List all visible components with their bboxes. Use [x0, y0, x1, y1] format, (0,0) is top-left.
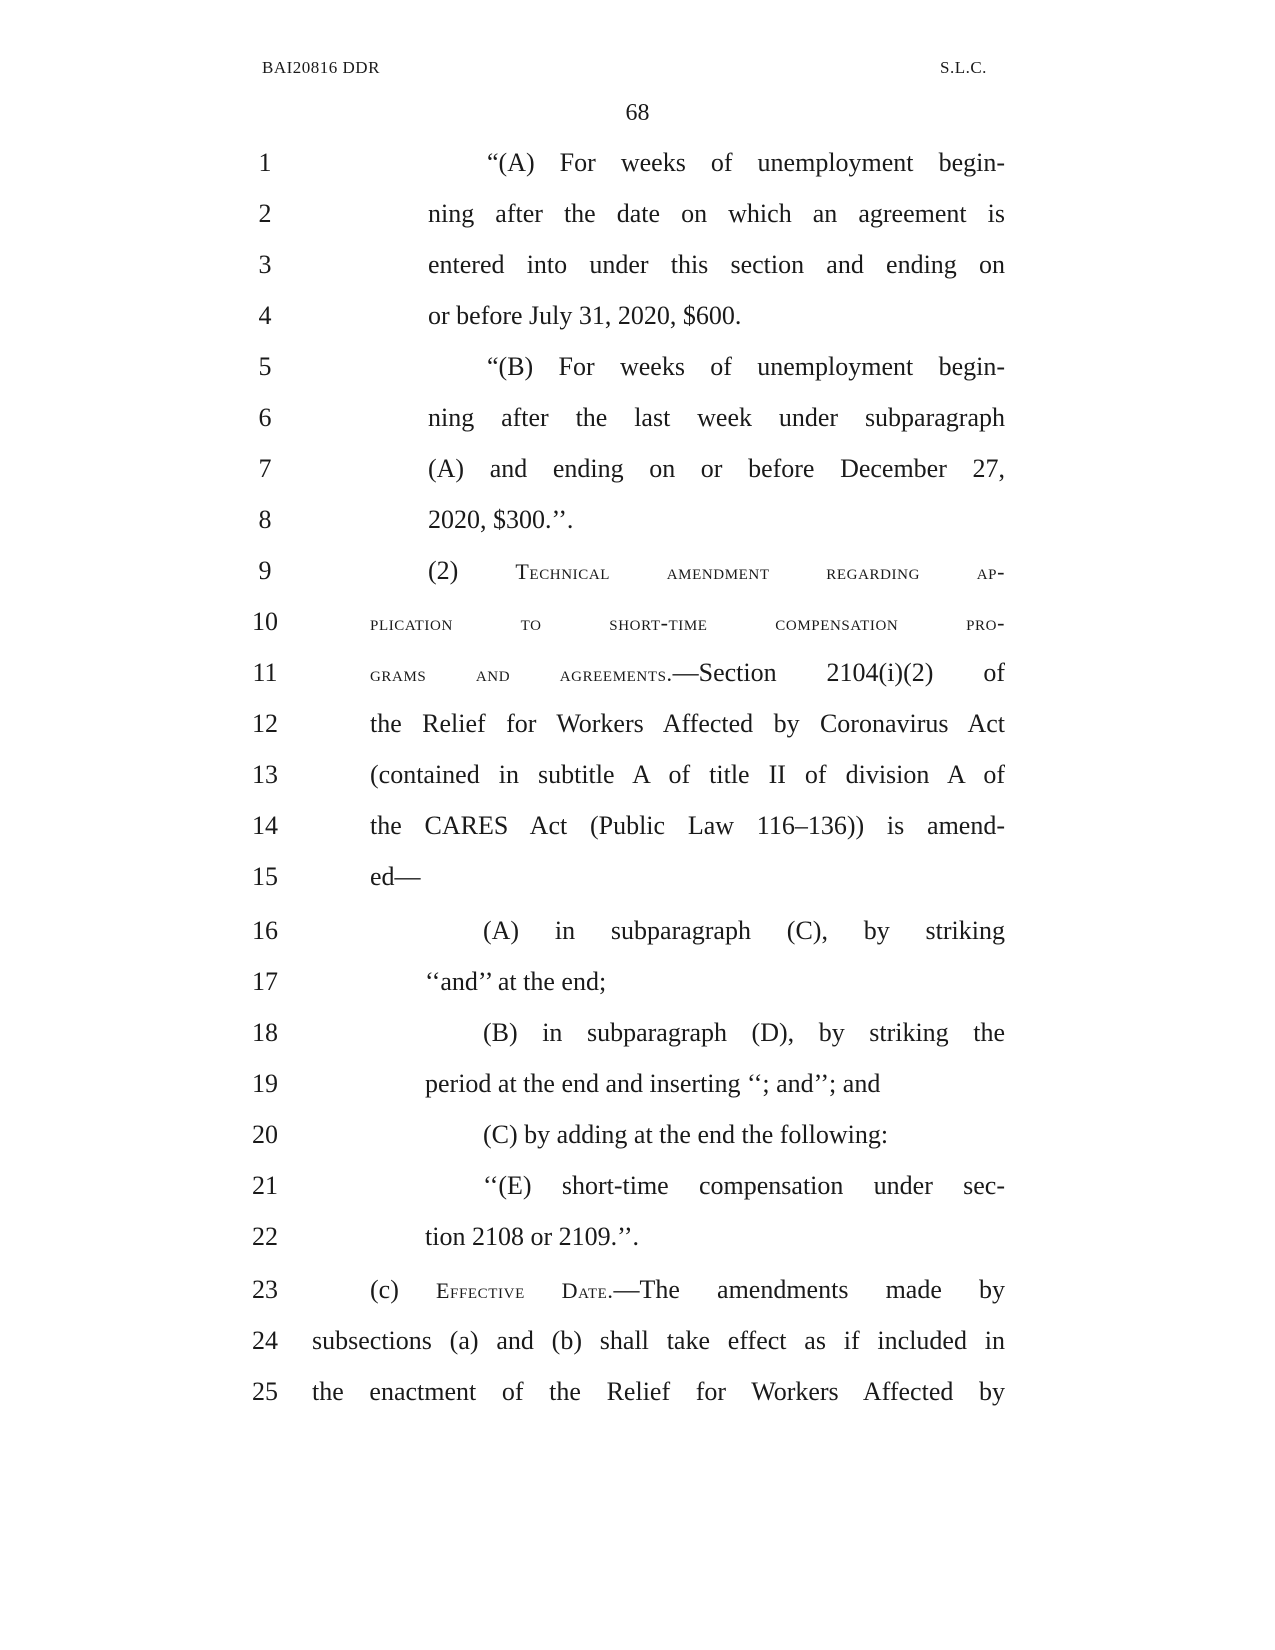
line-text: ning after the last week under subparagraph [428, 403, 1005, 432]
text-line [0, 1222, 1275, 1276]
line-number: 2 [258, 199, 272, 228]
text-line [0, 352, 1275, 406]
line-text: (A) and ending on or before December 27, [428, 454, 1005, 483]
page-number: 68 [625, 100, 650, 126]
text-line [0, 403, 1275, 457]
line-number: 4 [258, 301, 272, 330]
subsection-marker: (c) [370, 1275, 436, 1304]
line-number: 8 [258, 505, 272, 534]
text-line [0, 811, 1275, 865]
line-text: (contained in subtitle A of title II of division A of [370, 760, 1005, 789]
text-line [0, 760, 1275, 814]
line-text: (B) in subparagraph (D), by striking the [483, 1018, 1005, 1047]
text-line [0, 709, 1275, 763]
text-line [0, 301, 1275, 355]
line-text: the enactment of the Relief for Workers Affected by [312, 1377, 1005, 1406]
text-line [0, 1377, 1275, 1431]
text-line [0, 967, 1275, 1021]
text-line [0, 916, 1275, 970]
line-text: ning after the date on which an agreement is [428, 199, 1005, 228]
line-text [370, 607, 1005, 637]
line-text: 2020, $300.’’. [428, 505, 574, 534]
line-number: 1 [258, 148, 272, 177]
line-number: 9 [258, 556, 272, 585]
line-text: “(A) For weeks of unemployment begin- [487, 148, 1005, 177]
line-text: the CARES Act (Public Law 116–136)) is amend- [370, 811, 1005, 840]
line-number: 5 [258, 352, 272, 381]
line-text: subsections (a) and (b) shall take effect as if included in [312, 1326, 1005, 1355]
text-line [0, 148, 1275, 202]
paragraph-heading: Technical amendment regarding ap- [515, 559, 1005, 584]
text-line [0, 556, 1275, 610]
line-text: ‘‘(E) short-time compensation under sec- [483, 1171, 1005, 1200]
line-number: 10 [252, 607, 278, 636]
line-number: 22 [252, 1222, 278, 1251]
text-line [0, 607, 1275, 661]
text-line [0, 658, 1275, 712]
text-line [0, 1018, 1275, 1072]
line-text [428, 556, 1005, 586]
text-line [0, 505, 1275, 559]
text-line [0, 1171, 1275, 1225]
line-text: (A) in subparagraph (C), by striking [483, 916, 1005, 945]
paragraph-heading: grams and agreements. [370, 661, 673, 686]
line-number: 6 [258, 403, 272, 432]
line-text: entered into under this section and ending on [428, 250, 1005, 279]
paragraph-heading: plication to short-time compensation pro- [370, 610, 1005, 635]
line-number: 19 [252, 1069, 278, 1098]
line-text: (C) by adding at the end the following: [483, 1120, 889, 1149]
line-text: or before July 31, 2020, $600. [428, 301, 742, 330]
line-number: 23 [252, 1275, 278, 1304]
line-number: 21 [252, 1171, 278, 1200]
line-text: tion 2108 or 2109.’’. [425, 1222, 639, 1251]
line-number: 14 [252, 811, 278, 840]
line-text: the Relief for Workers Affected by Coronavirus Act [370, 709, 1005, 738]
line-number: 16 [252, 916, 278, 945]
line-number: 12 [252, 709, 278, 738]
text-line [0, 1275, 1275, 1329]
line-text: period at the end and inserting ‘‘; and’’; and [425, 1069, 881, 1098]
line-text: ed— [370, 862, 421, 891]
line-number: 3 [258, 250, 272, 279]
text-line [0, 862, 1275, 916]
text-line [0, 250, 1275, 304]
line-number: 7 [258, 454, 272, 483]
text-line [0, 1120, 1275, 1174]
line-number: 15 [252, 862, 278, 891]
line-number: 17 [252, 967, 278, 996]
line-number: 25 [252, 1377, 278, 1406]
line-number: 18 [252, 1018, 278, 1047]
header-doc-id: BAI20816 DDR [262, 58, 380, 77]
text-line [0, 199, 1275, 253]
subsection-heading: Effective Date. [436, 1278, 614, 1303]
text-line [0, 1069, 1275, 1123]
line-number: 24 [252, 1326, 278, 1355]
text-line [0, 1326, 1275, 1380]
paragraph-marker: (2) [428, 556, 516, 585]
subsection-text: —The amendments made by [613, 1275, 1005, 1304]
text-line [0, 454, 1275, 508]
line-text [370, 1275, 1005, 1305]
line-number: 13 [252, 760, 278, 789]
line-text [370, 658, 1005, 688]
line-number: 20 [252, 1120, 278, 1149]
paragraph-text: —Section 2104(i)(2) of [672, 658, 1005, 687]
line-number: 11 [252, 658, 278, 687]
header-office-code: S.L.C. [940, 58, 987, 77]
line-text: “(B) For weeks of unemployment begin- [487, 352, 1005, 381]
line-text: ‘‘and’’ at the end; [425, 967, 607, 996]
